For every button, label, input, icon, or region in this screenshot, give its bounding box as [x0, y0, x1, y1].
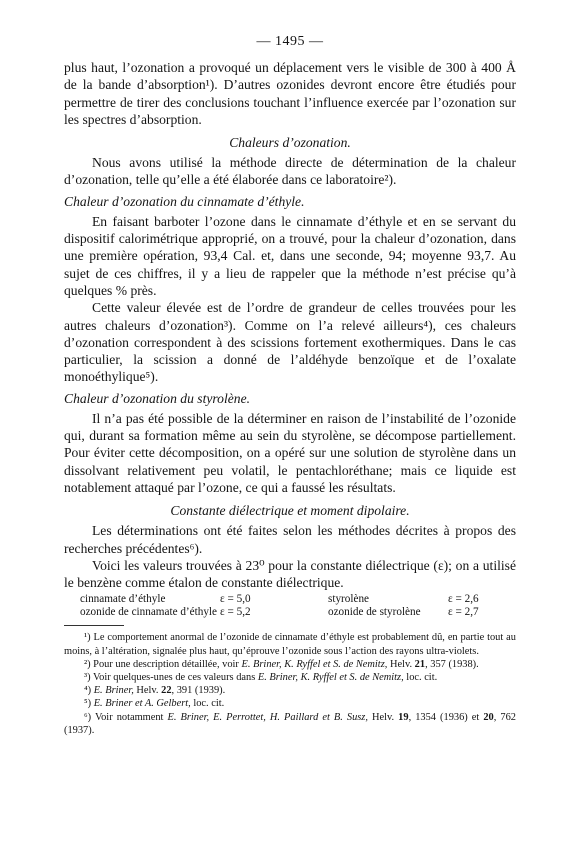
footnote-authors: E. Briner,: [93, 685, 134, 697]
footnote-text: ⁵): [84, 698, 94, 710]
paragraph-intro: plus haut, l’ozonation a provoqué un déplacement vers le visible de 300 à 400 Å de la bande d’absorption¹). D’autres ozonides devront encore être étudiés pour permettre de tirer des conclusions touchant l’influence exercée par l’ozonation sur les spectres d’absorption.: [64, 60, 516, 127]
journal-page: [64, 33, 516, 737]
paragraph-chaleurs: Nous avons utilisé la méthode directe de détermination de la chaleur d’ozonation, telle qu’elle a été élaborée dans ce laboratoire²).: [64, 155, 516, 188]
footnote-3: [64, 671, 516, 684]
compound-name: cinnamate d’éthyle: [80, 593, 166, 606]
footnotes: [64, 631, 516, 737]
paragraph-cinnamate-2: Cette valeur élevée est de l’ordre de grandeur de celles trouvées pour les autres chaleurs d’ozonation³). Comme on l’a relevé ailleurs⁴), ces chaleurs d’ozonation correspondent à des scissions fortement exothermiques. Dans le cas particulier, la scission a donné de l’aldéhyde benzoïque et de l’oxalate monoéthylique⁵).: [64, 300, 516, 385]
paragraph-constante-1: Les déterminations ont été faites selon les méthodes décrites à propos des recherches précédentes⁶).: [64, 523, 516, 556]
paragraph-constante-2: Voici les valeurs trouvées à 23⁰ pour la constante diélectrique (ε); on a utilisé le benzène comme étalon de constante diélectrique.: [64, 557, 516, 591]
subheading-styrolene: Chaleur d’ozonation du styrolène.: [64, 390, 251, 406]
epsilon-value: ε = 2,7: [448, 606, 479, 619]
footnote-text: loc. cit.: [190, 698, 225, 710]
footnote-authors: E. Briner, E. Perrottet, H. Paillard et B. Susz,: [167, 711, 368, 723]
compound-name: styrolène: [328, 593, 370, 606]
footnote-authors: E. Briner et A. Gelbert,: [93, 698, 191, 710]
paragraph-cinnamate-1: En faisant barboter l’ozone dans le cinnamate d’éthyle et en se servant du dispositif calorimétrique approprié, on a trouvé, pour la chaleur d’ozonation, dans une première opération, 93,4 Cal. et, dans une seconde, 94; moyenne 93,7. Au sujet de ces chiffres, il y a lieu de rappeler que la méthode n’est précise qu’à quelques % près.: [64, 213, 516, 298]
main-text: [64, 59, 516, 619]
footnote-text: loc. cit.: [403, 672, 438, 684]
footnote-authors: E. Briner, K. Ryffel et S. de Nemitz,: [257, 672, 404, 684]
table-row: [64, 606, 516, 619]
footnote-text: ²) Pour une description détaillée, voir: [84, 658, 242, 670]
epsilon-value: ε = 5,2: [220, 606, 251, 619]
footnote-authors: E. Briner, K. Ryffel et S. de Nemitz,: [241, 658, 388, 670]
footnote-2: [64, 658, 516, 671]
footnote-text: , 391 (1939).: [171, 685, 226, 697]
subheading-cinnamate: Chaleur d’ozonation du cinnamate d’éthyle.: [64, 193, 305, 209]
footnote-6: [64, 711, 516, 737]
footnote-divider: [64, 625, 124, 626]
footnote-volume: 21: [414, 658, 426, 670]
epsilon-value: ε = 5,0: [220, 593, 251, 606]
epsilon-value: ε = 2,6: [448, 593, 479, 606]
footnote-journal: Helv.: [387, 658, 415, 670]
section-heading-constante: Constante diélectrique et moment dipolaire.: [170, 503, 410, 519]
dielectric-values-table: [64, 593, 516, 619]
footnote-text: ³) Voir quelques-unes de ces valeurs dans: [84, 672, 258, 684]
footnote-journal: Helv.: [367, 711, 399, 723]
footnote-volume: 22: [161, 685, 172, 697]
footnote-text: ⁴): [84, 685, 94, 697]
footnote-volume: 19: [398, 711, 409, 723]
footnote-text: , 357 (1938).: [425, 658, 479, 670]
footnote-4: [64, 684, 516, 697]
footnote-journal: Helv.: [133, 685, 162, 697]
page-number: — 1495 —: [256, 34, 324, 49]
compound-name: ozonide de styrolène: [328, 606, 421, 619]
footnote-text: , 762 (1937).: [64, 711, 516, 736]
footnote-text: , 1354 (1936) et: [408, 711, 484, 723]
footnote-text: ⁶) Voir notamment: [84, 711, 168, 723]
paragraph-styrolene: Il n’a pas été possible de la déterminer en raison de l’instabilité de l’ozonide qui, durant sa formation même au sein du styrolène, se décompose partiellement. Pour éviter cette décomposition, on a opéré sur une solution de styrolène dans un dissolvant relativement peu volatil, le pentachloréthane; mais ce liquide est notablement attaqué par l’ozone, ce qui a faussé les résultats.: [64, 410, 516, 495]
compound-name: ozonide de cinnamate d’éthyle: [80, 606, 217, 619]
section-heading-chaleurs: Chaleurs d’ozonation.: [229, 135, 351, 151]
footnote-1: ¹) Le comportement anormal de l’ozonide de cinnamate d’éthyle est probablement dû, en partie tout au moins, à l’altération, signalée plus haut, qu’éprouve l’ozonide sous l’action des rayons ultra-violets.: [64, 632, 516, 657]
footnote-5: [64, 697, 516, 710]
table-row: [64, 593, 516, 606]
footnote-volume: 20: [483, 711, 494, 723]
